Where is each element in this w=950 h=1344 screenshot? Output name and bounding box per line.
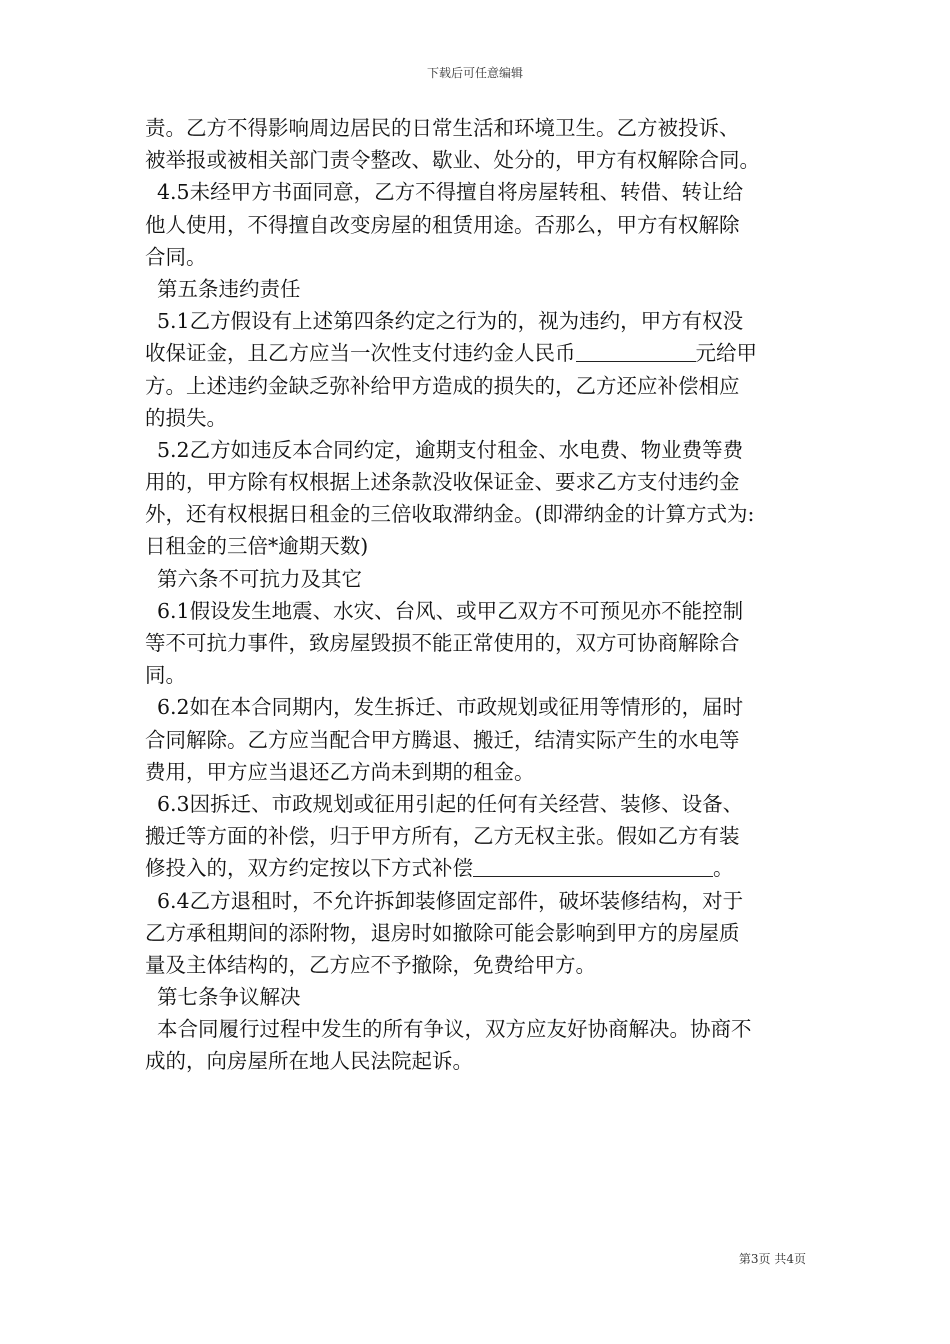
text-segment: 。 — [713, 856, 734, 881]
text-line: 第六条不可抗力及其它 — [157, 566, 362, 591]
text-line: 合同解除。乙方应当配合甲方腾退、搬迁，结清实际产生的水电等 — [145, 727, 740, 752]
text-line: 日租金的三倍*逾期天数) — [145, 534, 369, 559]
text-line: 乙方承租期间的添附物，退房时如撤除可能会影响到甲方的房屋质 — [145, 920, 740, 945]
page-number: 第3页 共4页 — [738, 1252, 806, 1266]
text-line: 6.2如在本合同期内，发生拆迁、市政规划或征用等情形的，届时 — [157, 695, 744, 720]
text-line: 第五条违约责任 — [157, 276, 301, 301]
text-line: 5.2乙方如违反本合同约定，逾期支付租金、水电费、物业费等费 — [157, 437, 744, 462]
text-line: 6.1假设发生地震、水灾、台风、或甲乙双方不可预见亦不能控制 — [157, 598, 744, 623]
text-line: 被举报或被相关部门责令整改、歇业、处分的，甲方有权解除合同。 — [145, 148, 760, 173]
text-line — [145, 852, 817, 884]
text-line: 他人使用，不得擅自改变房屋的租赁用途。否那么，甲方有权解除 — [145, 212, 740, 237]
text-line: 合同。 — [145, 244, 207, 269]
text-line: 5.1乙方假设有上述第四条约定之行为的，视为违约，甲方有权没 — [157, 309, 744, 334]
text-line: 外，还有权根据日租金的三倍收取滞纳金。(即滞纳金的计算方式为: — [145, 502, 755, 527]
text-line — [145, 337, 817, 369]
text-line: 搬迁等方面的补偿，归于甲方所有，乙方无权主张。假如乙方有装 — [145, 824, 740, 849]
text-line: 4.5未经甲方书面同意，乙方不得擅自将房屋转租、转借、转让给 — [157, 180, 744, 205]
text-line: 本合同履行过程中发生的所有争议，双方应友好协商解决。协商不 — [157, 1017, 752, 1042]
text-line: 6.3因拆迁、市政规划或征用引起的任何有关经营、装修、设备、 — [157, 791, 744, 816]
text-line: 6.4乙方退租时，不允许拆卸装修固定部件，破坏装修结构，对于 — [157, 888, 744, 913]
text-segment: 元给甲 — [695, 341, 757, 366]
fill-in-blank — [473, 854, 713, 877]
page-header: 下载后可任意编辑 — [426, 66, 523, 80]
text-line: 等不可抗力事件，致房屋毁损不能正常使用的，双方可协商解除合 — [145, 631, 740, 655]
text-line: 的损失。 — [145, 405, 227, 430]
text-line: 同。 — [145, 663, 186, 688]
document-body — [145, 112, 817, 1078]
text-line: 费用，甲方应当退还乙方尚未到期的租金。 — [145, 759, 535, 784]
text-line: 方。上述违约金缺乏弥补给甲方造成的损失的，乙方还应补偿相应 — [145, 373, 740, 398]
text-line: 用的，甲方除有权根据上述条款没收保证金、要求乙方支付违约金 — [145, 470, 740, 495]
text-segment: 收保证金，且乙方应当一次性支付违约金人民币 — [145, 341, 576, 366]
text-line: 责。乙方不得影响周边居民的日常生活和环境卫生。乙方被投诉、 — [145, 116, 740, 140]
fill-in-blank — [576, 339, 696, 362]
text-segment: 修投入的，双方约定按以下方式补偿 — [145, 856, 473, 881]
text-line: 成的，向房屋所在地人民法院起诉。 — [145, 1049, 473, 1074]
text-line: 量及主体结构的，乙方应不予撤除，免费给甲方。 — [145, 952, 596, 977]
text-line: 第七条争议解决 — [157, 985, 301, 1010]
